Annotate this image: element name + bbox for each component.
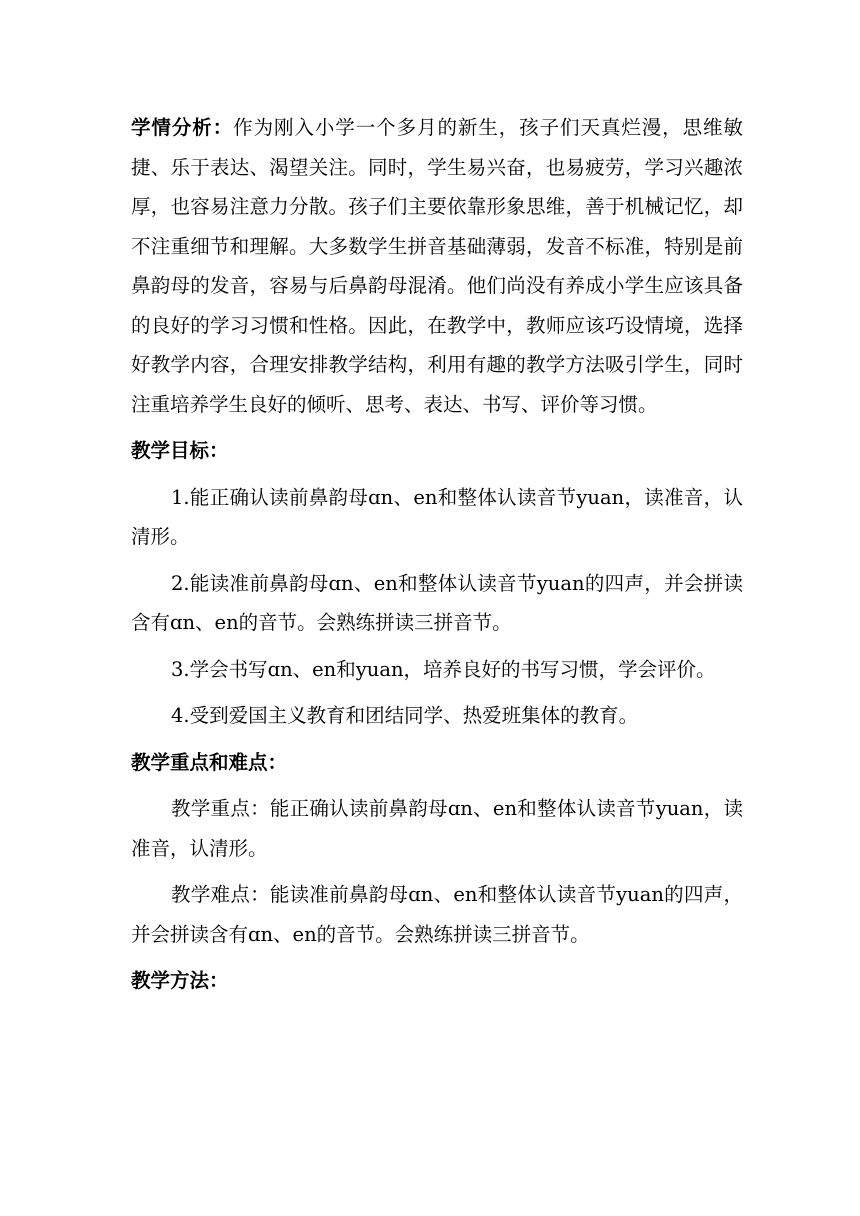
keypoints-heading: 教学重点和难点： <box>131 750 288 774</box>
methods-heading: 教学方法： <box>131 969 229 992</box>
goal-item-2: 2.能读准前鼻韵母ɑn、en和整体认读音节yuan的四声，并会拼读含有ɑn、en的音节。会熟练拼读三拼音节。 <box>131 571 743 634</box>
analysis-text: 作为刚入小学一个多月的新生，孩子们天真烂漫，思维敏捷、乐于表达、渴望关注。同时，学生易兴奋，也易疲劳，学习兴趣浓厚，也容易注意力分散。孩子们主要依靠形象思维，善于机械记忆，却不注重细节和理解。大多数学生拼音基础薄弱，发音不标准，特别是前鼻韵母的发音，容易与后鼻韵母混淆。他们尚没有养成小学生应该具备的良好的学习习惯和性格。因此，在教学中，教师应该巧设情境，选择好教学内容，合理安排教学结构，利用有趣的教学方法吸引学生，同时注重培养学生良好的倾听、思考、表达、书写、评价等习惯。 <box>131 116 743 416</box>
analysis-paragraph <box>131 108 743 424</box>
document-page <box>131 108 743 1008</box>
keypoint-difficulty: 教学难点：能读准前鼻韵母ɑn、en和整体认读音节yuan的四声，并会拼读含有ɑn、en的音节。会熟练拼读三拼音节。 <box>131 883 743 946</box>
analysis-heading: 学情分析： <box>131 116 234 139</box>
keypoint-focus: 教学重点：能正确认读前鼻韵母ɑn、en和整体认读音节yuan，读准音，认清形。 <box>131 797 743 860</box>
goal-item-1: 1.能正确认读前鼻韵母ɑn、en和整体认读音节yuan，读准音，认清形。 <box>131 485 743 548</box>
goal-item-3: 3.学会书写ɑn、en和yuan，培养良好的书写习惯，学会评价。 <box>171 657 716 681</box>
goal-item-4: 4.受到爱国主义教育和团结同学、热爱班集体的教育。 <box>171 704 639 727</box>
goals-heading: 教学目标： <box>131 439 229 462</box>
